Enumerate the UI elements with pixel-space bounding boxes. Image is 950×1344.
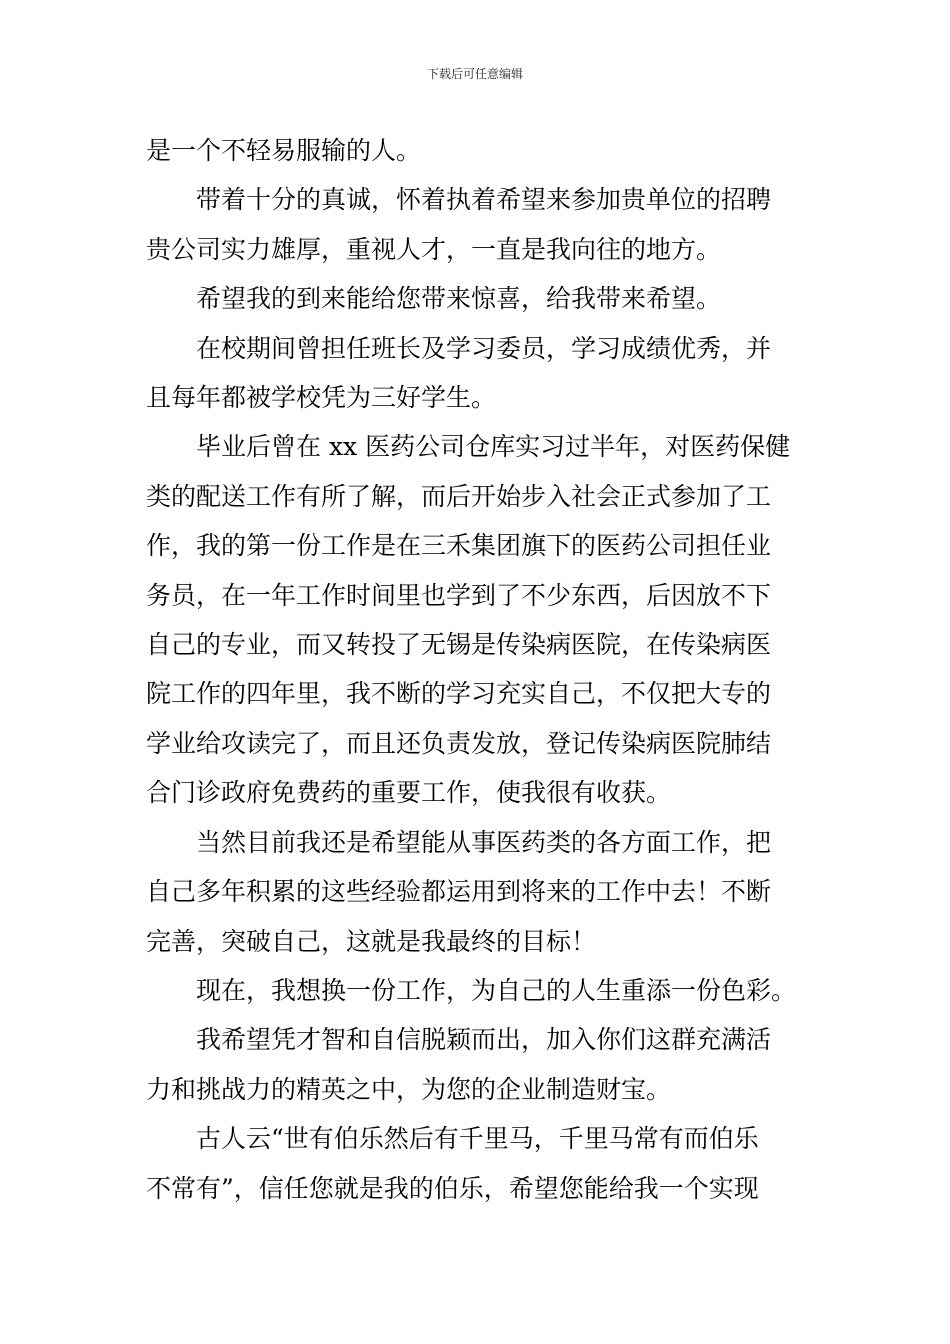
- text-line: 不常有”，信任您就是我的伯乐，希望您能给我一个实现: [146, 1173, 759, 1203]
- text-line: 贵公司实力雄厚，重视人才，一直是我向往的地方。: [146, 234, 722, 264]
- text-line: 古人云“世有伯乐然后有千里马，千里马常有而伯乐: [196, 1124, 759, 1154]
- text-line: 带着十分的真诚，怀着执着希望来参加贵单位的招聘: [196, 185, 772, 215]
- text-line: 毕业后曾在 xx 医药公司仓库实习过半年，对医药保健: [196, 432, 791, 462]
- text-line: 我希望凭才智和自信脱颖而出，加入你们这群充满活: [196, 1025, 772, 1055]
- text-line: 在校期间曾担任班长及学习委员，学习成绩优秀，并: [196, 333, 772, 363]
- document-body: [146, 126, 810, 1213]
- text-line: 院工作的四年里，我不断的学习充实自己，不仅把大专的: [146, 679, 772, 709]
- text-line: 完善，突破自己，这就是我最终的目标！: [146, 926, 597, 956]
- text-line: 务员，在一年工作时间里也学到了不少东西，后因放不下: [146, 580, 772, 610]
- text-line: 作，我的第一份工作是在三禾集团旗下的医药公司担任业: [146, 531, 772, 561]
- text-line: 自己多年积累的这些经验都运用到将来的工作中去！不断: [146, 877, 772, 907]
- text-line: 学业给攻读完了，而且还负责发放，登记传染病医院肺结: [146, 728, 772, 758]
- text-line: 自己的专业，而又转投了无锡是传染病医院，在传染病医: [146, 630, 772, 660]
- text-line: 是一个不轻易服输的人。: [146, 136, 422, 165]
- text-line: 合门诊政府免费药的重要工作，使我很有收获。: [146, 778, 672, 808]
- text-line: 希望我的到来能给您带来惊喜，给我带来希望。: [196, 284, 722, 314]
- text-line: 力和挑战力的精英之中，为您的企业制造财宝。: [146, 1074, 672, 1104]
- text-line: 类的配送工作有所了解，而后开始步入社会正式参加了工: [146, 481, 772, 511]
- text-line: 现在，我想换一份工作，为自己的人生重添一份色彩。: [196, 975, 797, 1005]
- text-line: 当然目前我还是希望能从事医药类的各方面工作，把: [196, 827, 772, 857]
- page-header: 下载后可任意编辑: [426, 67, 523, 81]
- text-line: 且每年都被学校凭为三好学生。: [146, 383, 497, 413]
